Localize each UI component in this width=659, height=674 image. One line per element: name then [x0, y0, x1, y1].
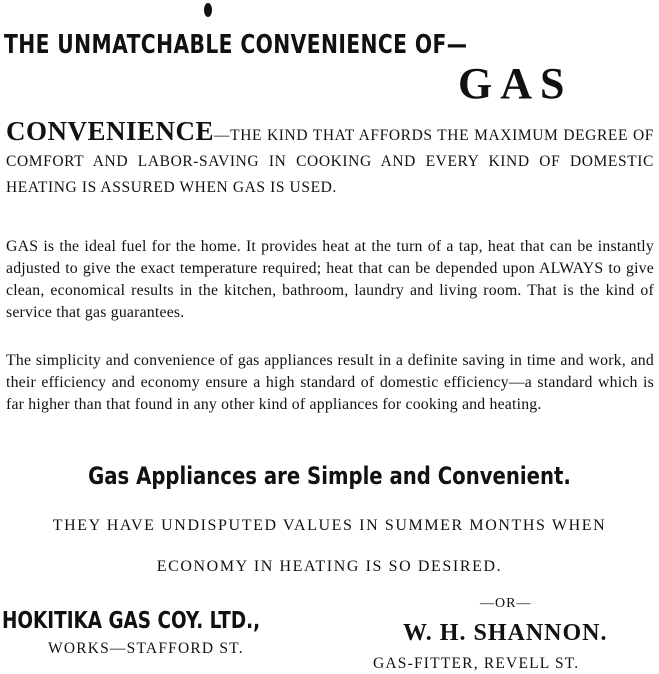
tagline-line-1: THEY HAVE UNDISPUTED VALUES IN SUMMER MONTHS WHEN [52, 517, 607, 534]
body-paragraph-2: The simplicity and convenience of gas appliances result in a definite saving in time and work, and their efficiency and economy ensure a high standard of domestic efficiency—a standard which is far higher than that found in any other kind of appliances for cooking and heating. [6, 352, 654, 413]
intro-text: —THE KIND THAT AFFORDS THE MAXIMUM DEGREE OF COMFORT AND LABOR-SAVING IN COOKING AND EVERY KIND OF DOMESTIC HEATING IS ASSURED WHEN GAS IS USED. [6, 127, 654, 196]
subheadline: Gas Appliances are Simple and Convenient. [88, 462, 571, 490]
tagline-line-2: ECONOMY IN HEATING IS SO DESIRED. [156, 558, 503, 575]
or-separator: —OR— [480, 596, 532, 611]
intro-paragraph [6, 118, 654, 201]
fitter-address: GAS-FITTER, REVELL ST. [373, 655, 580, 672]
ink-mark [204, 3, 212, 17]
headline: THE UNMATCHABLE CONVENIENCE OF— [4, 30, 468, 60]
company-address: WORKS—STAFFORD ST. [48, 640, 244, 657]
intro-lead-word: CONVENIENCE [6, 116, 215, 146]
company-name: HOKITIKA GAS COY. LTD., [2, 608, 261, 634]
headline-gas-word: GAS [458, 59, 573, 108]
fitter-name: W. H. SHANNON. [403, 620, 608, 646]
body-paragraph-1: GAS is the ideal fuel for the home. It provides heat at the turn of a tap, heat that can be instantly adjusted to give the exact temperature required; heat that can be depended upon ALWAYS to give clean, economical results in the kitchen, bathroom, laundry and living room. That is the kind of service that gas guarantees. [6, 238, 654, 321]
